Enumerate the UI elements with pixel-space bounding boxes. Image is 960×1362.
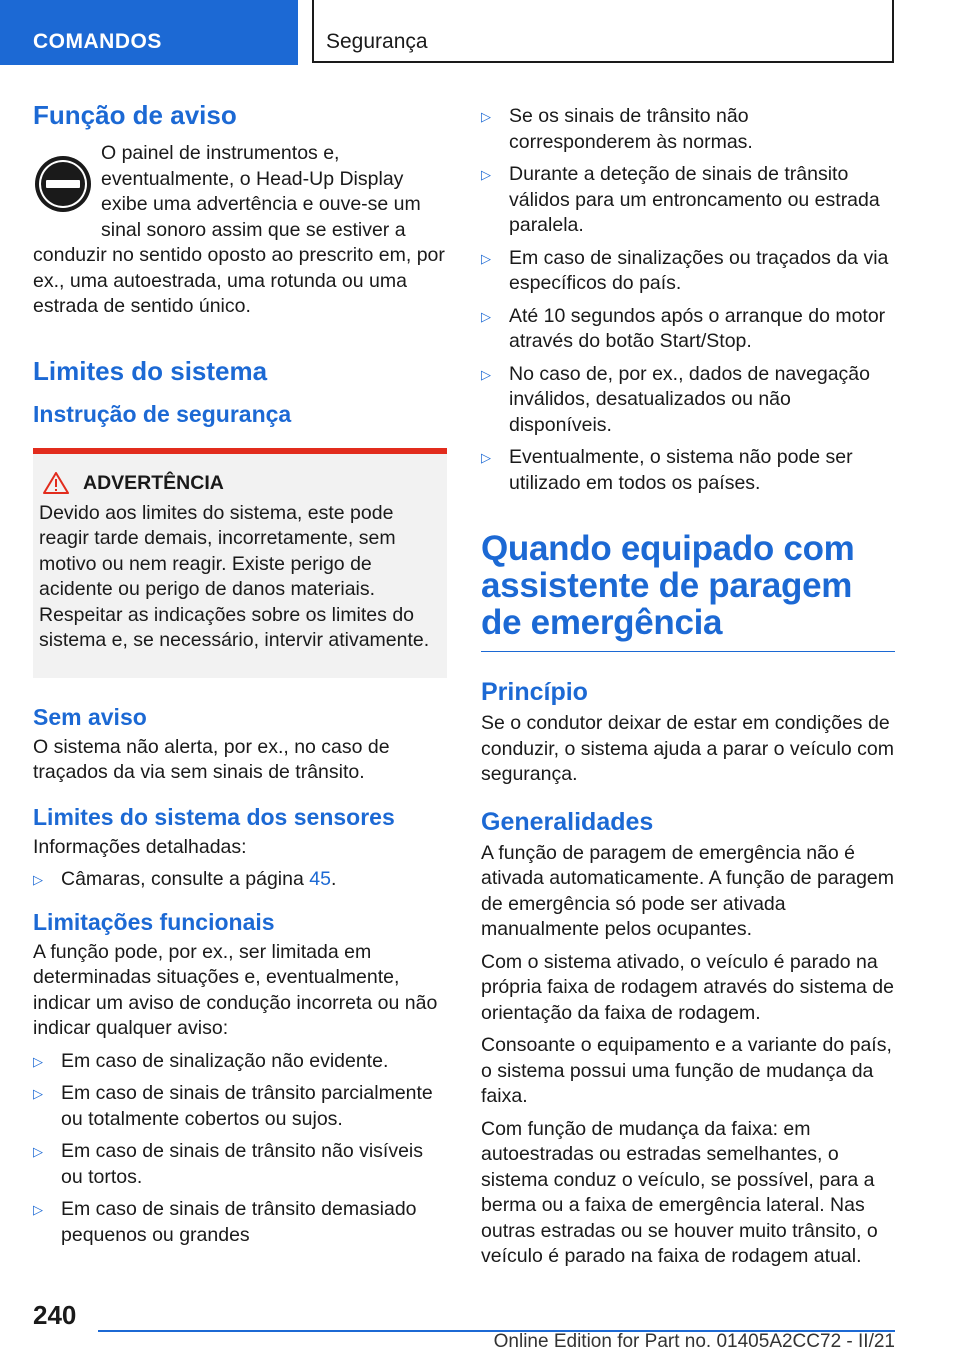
list-item: ▷ Câmaras, consulte a página 45. (33, 868, 337, 890)
triangle-bullet-icon: ▷ (481, 250, 491, 266)
warning-title: ADVERTÊNCIA (83, 471, 224, 494)
left-column (33, 100, 447, 1255)
funcao-aviso-block (33, 141, 447, 320)
triangle-bullet-icon: ▷ (481, 167, 491, 182)
heading-sem-aviso: Sem aviso (33, 703, 147, 730)
list-item: ▷ Em caso de sinalizações ou traçados da via específicos do país. (481, 246, 889, 294)
generalidades-paragraph: Consoante o equipamento e a variante do país, o sistema possui uma função de mudança da faixa. (481, 1034, 892, 1107)
triangle-bullet-icon: ▷ (33, 872, 43, 887)
generalidades-paragraph: Com função de mudança da faixa: em autoestradas ou estradas semelhantes, o sistema conduz o veículo, se possível, para a berma ou a faixa de emergência lateral. Nas outras estradas ou se houver muito trânsito, o veículo é parado na faixa de rodagem atual. (481, 1117, 878, 1267)
triangle-bullet-icon: ▷ (33, 1144, 43, 1159)
heading-limites-sistema: Limites do sistema (33, 355, 268, 386)
list-item: ▷ Eventualmente, o sistema não pode ser utilizado em todos os países. (481, 446, 853, 494)
warning-text: Devido aos limites do sistema, este pode reagir tarde demais, incorretamente, sem motivo ou nem reagir. Existe perigo de acidente ou perigo de danos materiais. Respeitar as indicações sobre os limites do sistema e, se necessário, intervir ativamente. (39, 501, 430, 651)
heading-limitacoes-funcionais: Limitações funcionais (33, 908, 275, 935)
warning-box (33, 448, 447, 678)
sensores-list (33, 867, 447, 893)
list-item: ▷ Se os sinais de trânsito não corresponderem às normas. (481, 105, 753, 153)
heading-paragem-emergencia: Quando equipado com assistente de paragem de emergência (481, 529, 855, 642)
triangle-bullet-icon: ▷ (33, 1202, 43, 1217)
heading-rule (481, 651, 895, 652)
limitacoes-intro: A função pode, por ex., ser limitada em determinadas situações e, eventualmente, indicar um aviso de condução incorreta ou não indicar qualquer aviso: (33, 940, 438, 1039)
heading-instrucao-seguranca: Instrução de segurança (33, 400, 292, 427)
sensores-intro: Informações detalhadas: (33, 835, 247, 858)
generalidades-paragraph: Com o sistema ativado, o veículo é parado na própria faixa de rodagem através do sistema de orientação da faixa de rodagem. (481, 950, 894, 1024)
list-item: ▷ No caso de, por ex., dados de navegação inválidos, desatualizados ou não disponíveis. (481, 362, 870, 436)
section-tab (0, 0, 298, 65)
triangle-bullet-icon: ▷ (481, 308, 491, 324)
list-item: ▷ Até 10 segundos após o arranque do motor através do botão Start/Stop. (481, 304, 886, 352)
limitacoes-list-continued (481, 104, 895, 496)
sem-aviso-text: O sistema não alerta, por ex., no caso de traçados da via sem sinais de trânsito. (33, 735, 390, 783)
edition-text: Online Edition for Part no. 01405A2CC72 - II/21 (493, 1331, 895, 1352)
list-item: ▷ Em caso de sinais de trânsito demasiado pequenos ou grandes (33, 1198, 417, 1246)
right-column (481, 100, 895, 1270)
funcao-aviso-text: O painel de instrumentos e, eventualmente, o Head-Up Display exibe uma advertência e ouve-se um sinal sonoro assim que se estiver a conduzir no sentido oposto ao prescrito em, por ex., uma autoestrada, uma rotunda ou uma estrada de sentido único. (33, 142, 445, 317)
list-item: ▷ Em caso de sinais de trânsito parcialmente ou totalmente cobertos ou sujos. (33, 1082, 433, 1130)
list-item: ▷ Em caso de sinalização não evidente. (33, 1049, 389, 1072)
triangle-bullet-icon: ▷ (33, 1086, 43, 1101)
warning-triangle-icon (43, 472, 69, 494)
triangle-bullet-icon: ▷ (481, 109, 491, 124)
warning-header (43, 472, 439, 495)
heading-funcao-aviso: Função de aviso (33, 100, 237, 130)
chapter-tab-label: Segurança (326, 30, 428, 53)
page-number: 240 (33, 1300, 77, 1330)
no-entry-icon (33, 154, 93, 214)
heading-limites-sensores: Limites do sistema dos sensores (33, 803, 395, 830)
list-item: ▷ Durante a deteção de sinais de trânsito válidos para um entroncamento ou estrada paralela. (481, 163, 880, 236)
heading-generalidades: Generalidades (481, 807, 654, 836)
section-tab-label: COMANDOS (33, 30, 162, 53)
chapter-tab (312, 0, 894, 63)
triangle-bullet-icon: ▷ (481, 450, 491, 465)
list-item: ▷ Em caso de sinais de trânsito não visíveis ou tortos. (33, 1140, 424, 1188)
page-link[interactable]: 45 (309, 868, 331, 890)
principio-text: Se o condutor deixar de estar em condições de conduzir, o sistema ajuda a parar o veículo com segurança. (481, 712, 894, 785)
triangle-bullet-icon: ▷ (33, 1053, 43, 1069)
heading-principio: Princípio (481, 678, 588, 706)
limitacoes-list (33, 1049, 447, 1249)
generalidades-paragraph: A função de paragem de emergência não é ativada automaticamente. A função de paragem de emergência só pode ser ativada manualmente pelos ocupantes. (481, 841, 895, 940)
triangle-bullet-icon: ▷ (481, 366, 491, 382)
